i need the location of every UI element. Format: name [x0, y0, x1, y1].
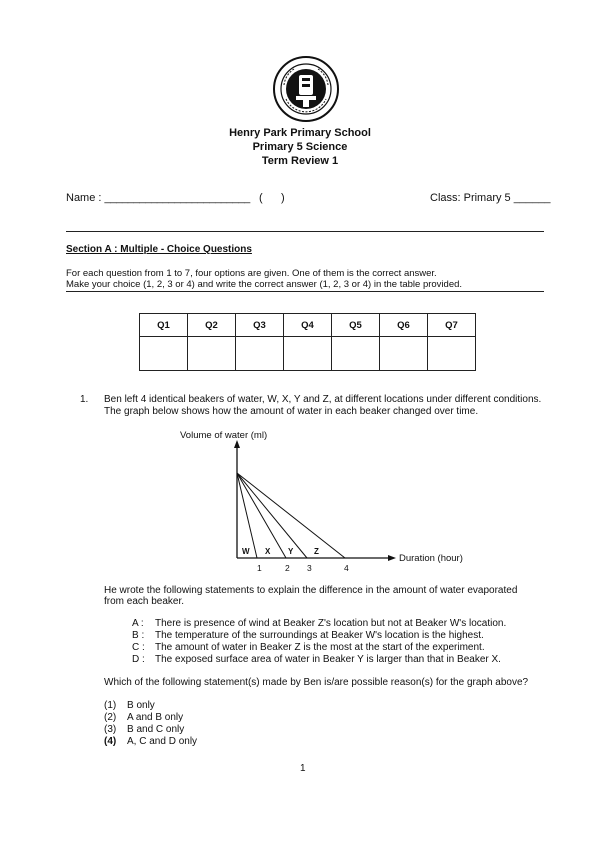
option-4-number[interactable]: (4): [104, 736, 117, 747]
answer-table-entry-row: [140, 337, 476, 371]
lead-line-2: from each beaker.: [104, 596, 185, 607]
answer-header-q3: Q3: [236, 314, 284, 337]
graph-label-z: Z: [314, 547, 319, 556]
paper-title: Term Review 1: [261, 155, 339, 167]
question-number: 1.: [80, 394, 89, 405]
instruction-divider: [66, 291, 544, 292]
answer-cell-q7[interactable]: [428, 337, 476, 371]
statement-b-text: The temperature of the surroundings at Beaker W's location is the highest.: [155, 630, 484, 641]
answer-header-q7: Q7: [428, 314, 476, 337]
statement-d-letter: D :: [132, 654, 145, 665]
evaporation-graph: [180, 428, 470, 578]
answer-header-q6: Q6: [380, 314, 428, 337]
statement-d-text: The exposed surface area of water in Beaker Y is larger than that in Beaker X.: [155, 654, 501, 665]
register-number-paren: ( ): [259, 192, 285, 204]
graph-tick-2: 2: [285, 563, 290, 573]
graph-tick-3: 3: [307, 563, 312, 573]
answer-header-q4: Q4: [284, 314, 332, 337]
statement-c-text: The amount of water in Beaker Z is the most at the start of the experiment.: [155, 642, 485, 653]
graph-tick-1: 1: [257, 563, 262, 573]
y-axis-arrow: [234, 440, 240, 448]
line-x: [237, 473, 286, 558]
page-number: 1: [300, 763, 306, 774]
x-axis-arrow: [388, 555, 396, 561]
answer-header-q2: Q2: [188, 314, 236, 337]
option-1-text[interactable]: B only: [127, 700, 155, 711]
question-prompt: Which of the following statement(s) made by Ben is/are possible reason(s) for the graph above?: [104, 677, 529, 688]
statement-c-letter: C :: [132, 642, 145, 653]
graph-x-label: Duration (hour): [399, 553, 463, 564]
answer-cell-q5[interactable]: [332, 337, 380, 371]
instruction-line-2: Make your choice (1, 2, 3 or 4) and write the correct answer (1, 2, 3 or 4) in the table provided.: [66, 279, 463, 290]
statement-b-letter: B :: [132, 630, 145, 641]
answer-header-q5: Q5: [332, 314, 380, 337]
graph-y-label: Volume of water (ml): [180, 430, 268, 441]
answer-table-header-row: [140, 314, 476, 337]
subject-title: Primary 5 Science: [252, 141, 348, 153]
section-title: Section A : Multiple - Choice Questions: [66, 244, 252, 255]
question-text-line-2: The graph below shows how the amount of water in each beaker changed over time.: [104, 406, 479, 417]
graph-label-x: X: [265, 547, 271, 556]
answer-cell-q6[interactable]: [380, 337, 428, 371]
class-field[interactable]: Class: Primary 5 ______: [430, 192, 551, 204]
instruction-line-1: For each question from 1 to 7, four options are given. One of them is the correct answer.: [66, 268, 437, 279]
option-3-text[interactable]: B and C only: [127, 724, 185, 735]
name-blank: _________________________: [104, 192, 250, 204]
statement-a-text: There is presence of wind at Beaker Z's location but not at Beaker W's location.: [155, 618, 507, 629]
option-2-text[interactable]: A and B only: [127, 712, 184, 723]
answer-cell-q4[interactable]: [284, 337, 332, 371]
lead-line-1: He wrote the following statements to explain the difference in the amount of water evaporated: [104, 585, 518, 596]
answer-cell-q3[interactable]: [236, 337, 284, 371]
answer-cell-q1[interactable]: [140, 337, 188, 371]
question-text-line-1: Ben left 4 identical beakers of water, W, X, Y and Z, at different locations under different conditions.: [104, 394, 542, 405]
graph-tick-4: 4: [344, 563, 349, 573]
answer-header-q1: Q1: [140, 314, 188, 337]
header-divider: [66, 231, 544, 232]
answer-table: [139, 313, 476, 371]
graph-label-y: Y: [288, 547, 294, 556]
line-z: [237, 473, 345, 558]
graph-label-w: W: [242, 547, 250, 556]
school-name: Henry Park Primary School: [229, 127, 371, 139]
option-1-number[interactable]: (1): [104, 700, 117, 711]
option-3-number[interactable]: (3): [104, 724, 117, 735]
answer-cell-q2[interactable]: [188, 337, 236, 371]
option-4-text[interactable]: A, C and D only: [127, 736, 198, 747]
statement-a-letter: A :: [132, 618, 144, 629]
name-label: Name :: [66, 192, 102, 204]
option-2-number[interactable]: (2): [104, 712, 117, 723]
school-crest-icon: [272, 55, 340, 123]
name-field[interactable]: [66, 192, 285, 204]
